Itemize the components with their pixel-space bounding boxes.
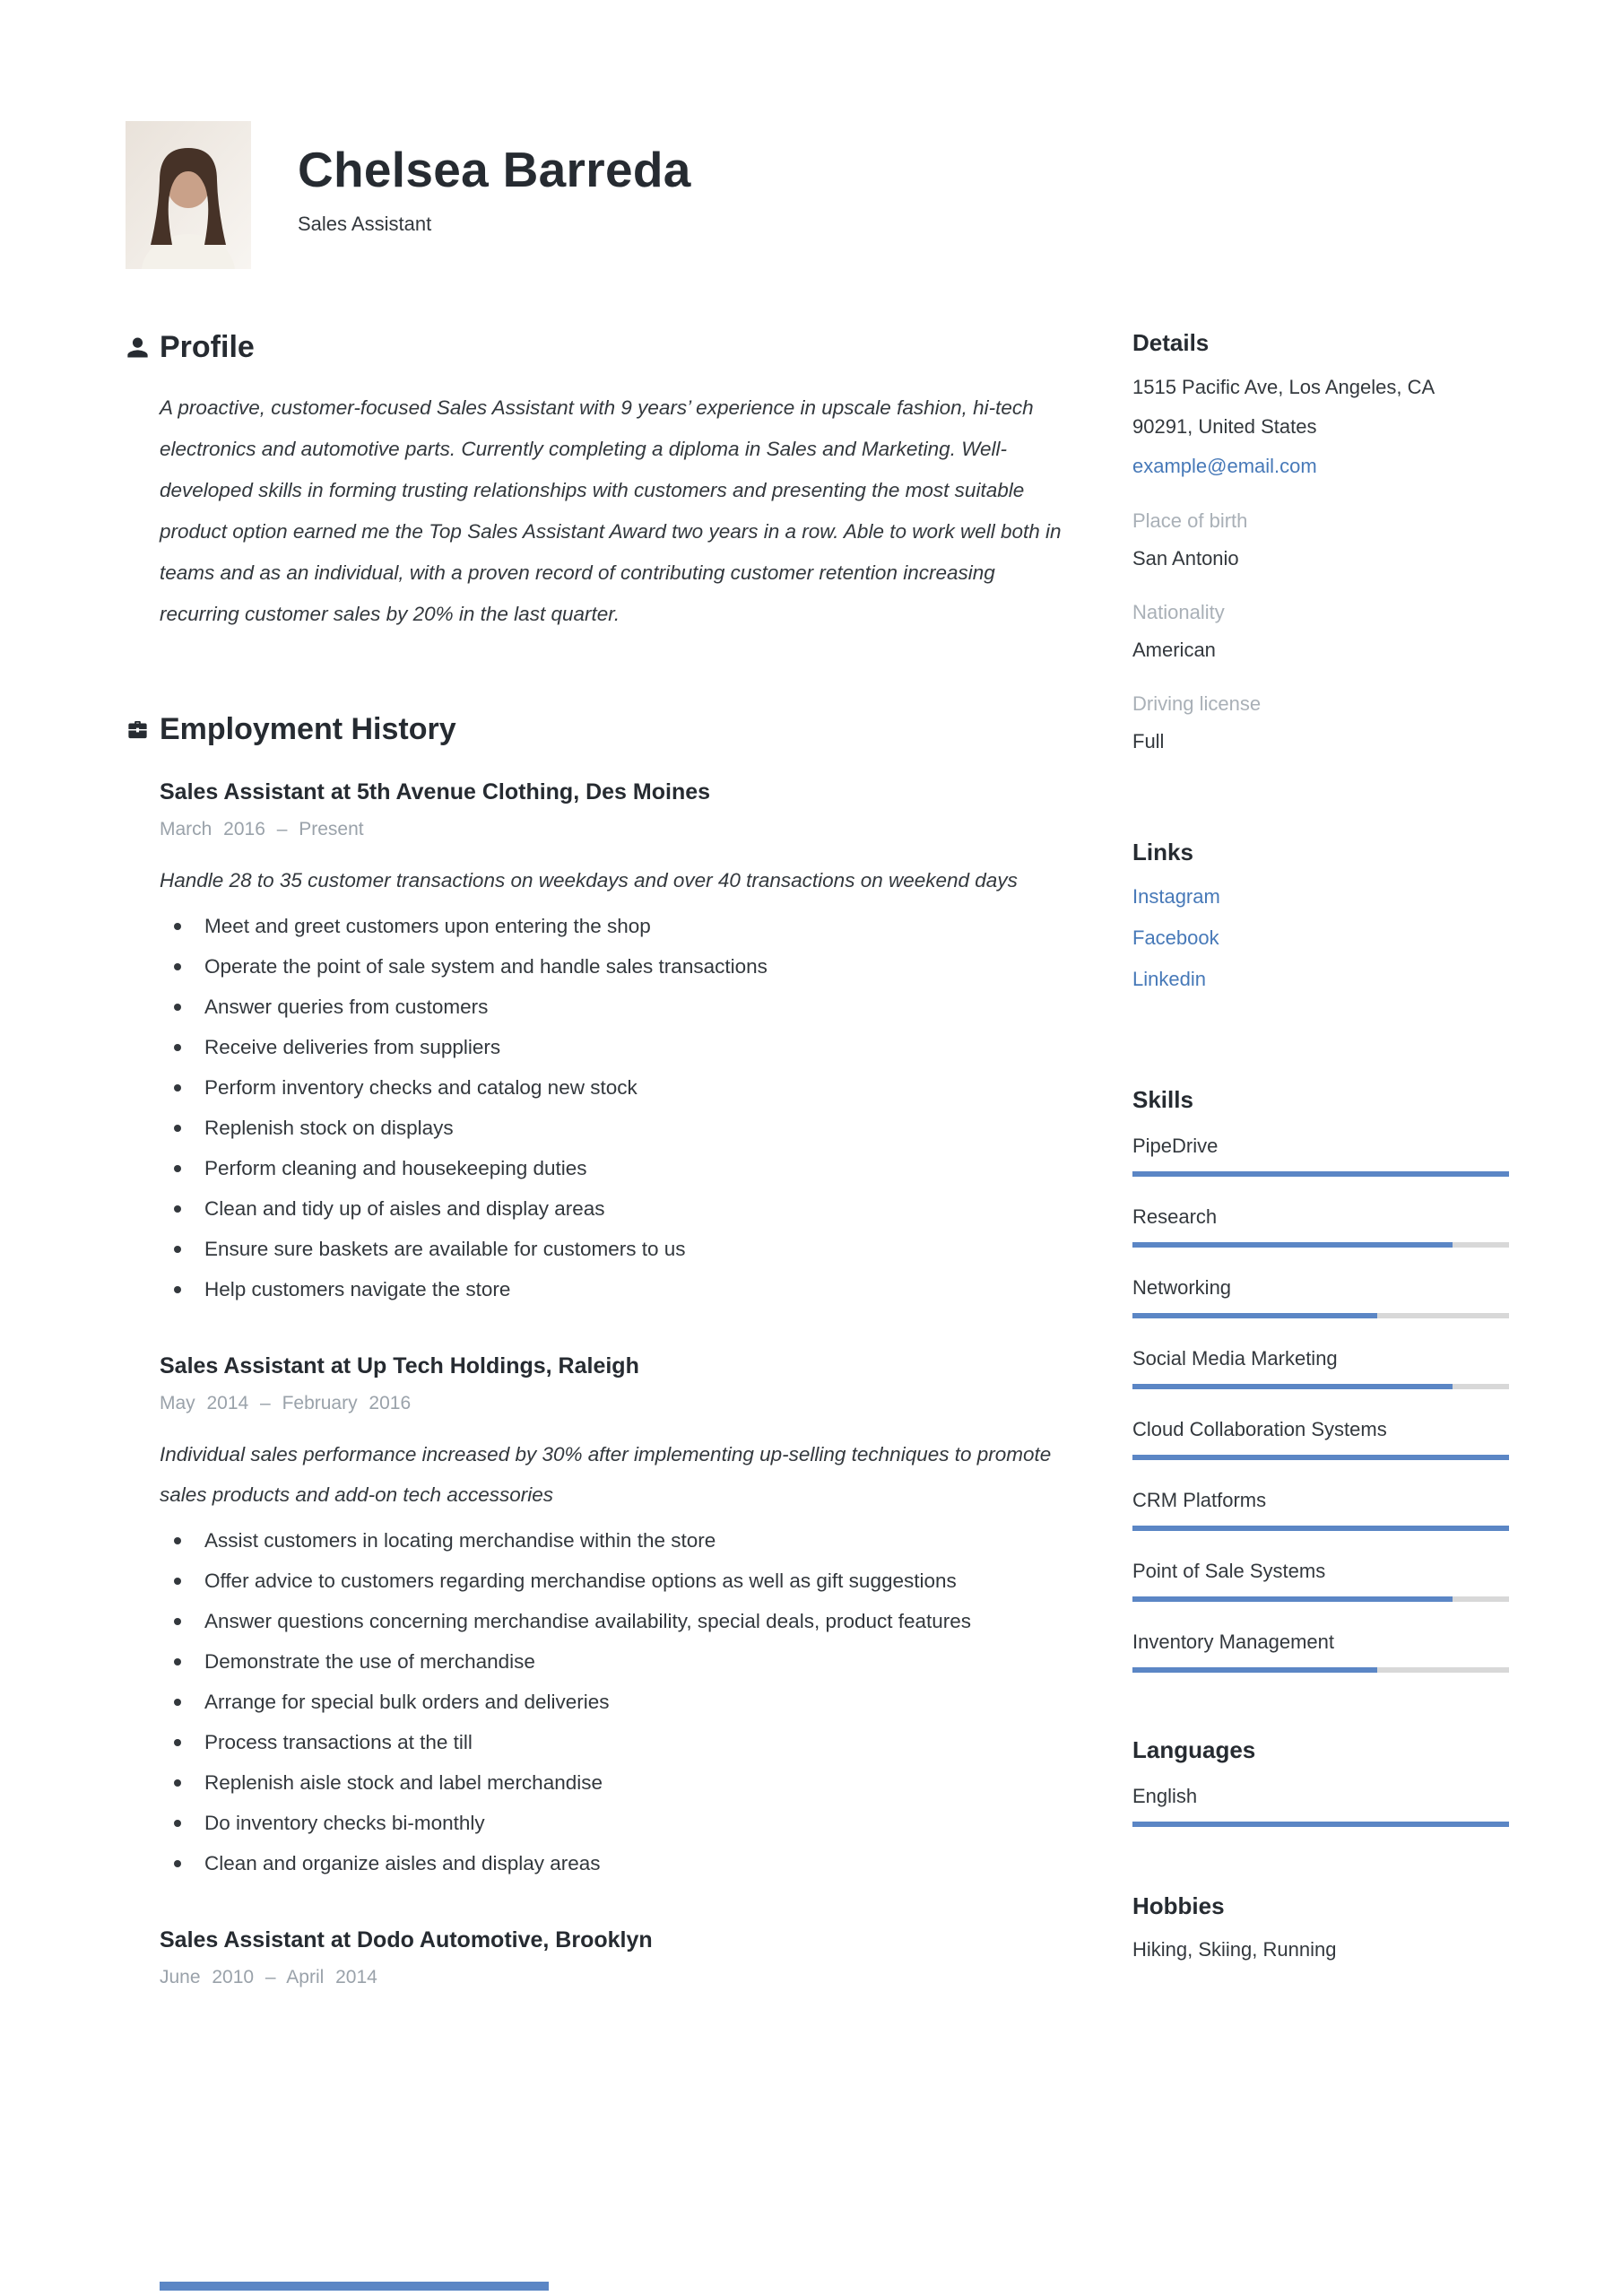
profile-text: A proactive, customer-focused Sales Assistant with 9 years’ experience in upscale fashion, hi-tech electronics and automotive parts. Currently completing a diploma in Sales and Marketing. Well-developed skills in forming trusting relationships with customers and presenting the most suitable product option earned me the Top Sales Assistant Award two years in a row. Able to work well both in teams and as an individual, with a proven record of contributing customer retention increasing recurring customer sales by 20% in the last quarter. xyxy=(160,396,1062,625)
email-link[interactable]: example@email.com xyxy=(1132,455,1317,477)
employment-section xyxy=(126,710,1063,1988)
detail-value: San Antonio xyxy=(1132,547,1239,570)
skill-bar-track xyxy=(1132,1667,1509,1673)
skill-name: Networking xyxy=(1132,1276,1232,1299)
skill-bar-track xyxy=(1132,1455,1509,1460)
profile-section xyxy=(126,328,1063,635)
job-bullet: Assist customers in locating merchandise within the store xyxy=(160,1520,1062,1561)
link-item xyxy=(1132,961,1509,1003)
skill-bar-fill xyxy=(1132,1526,1509,1531)
job-entry xyxy=(160,1351,1063,1883)
skill-item xyxy=(1132,1417,1509,1460)
links-heading: Links xyxy=(1132,839,1193,865)
languages-section xyxy=(1132,1735,1509,1827)
portrait-photo-placeholder xyxy=(126,121,251,269)
job-bullet: Help customers navigate the store xyxy=(160,1269,1062,1309)
hobbies-heading: Hobbies xyxy=(1132,1892,1225,1919)
profile-photo xyxy=(126,121,251,269)
job-bullet: Operate the point of sale system and handle sales transactions xyxy=(160,946,1062,987)
job-bullet: Receive deliveries from suppliers xyxy=(160,1027,1062,1067)
skill-name: Research xyxy=(1132,1205,1218,1228)
job-bullet: Replenish aisle stock and label merchandise xyxy=(160,1762,1062,1803)
job-dates: June 2010 – April 2014 xyxy=(160,1967,377,1987)
skill-bar-track xyxy=(1132,1171,1509,1177)
job-bullet: Clean and organize aisles and display areas xyxy=(160,1843,1062,1883)
skill-name: Inventory Management xyxy=(1132,1631,1335,1653)
profile-section-head xyxy=(126,328,1063,366)
hobbies-section xyxy=(1132,1892,1509,1963)
skill-bar-fill xyxy=(1132,1822,1509,1827)
skill-item xyxy=(1132,1630,1509,1673)
job-bullet: Answer queries from customers xyxy=(160,987,1062,1027)
job-bullet: Arrange for special bulk orders and deliveries xyxy=(160,1682,1062,1722)
detail-field xyxy=(1132,691,1509,755)
employment-heading: Employment History xyxy=(160,712,456,746)
employment-section-head xyxy=(126,710,1063,748)
details-heading: Details xyxy=(1132,329,1210,356)
social-link[interactable]: Facebook xyxy=(1132,926,1219,949)
jobs-list xyxy=(126,777,1063,1988)
links-section xyxy=(1132,838,1509,1003)
job-summary: Individual sales performance increased by 30% after implementing up-selling techniques to promote sales products and add-on tech accessories xyxy=(160,1443,1052,1506)
languages-list xyxy=(1132,1784,1509,1827)
detail-label: Place of birth xyxy=(1132,509,1248,532)
skill-item xyxy=(1132,1559,1509,1602)
skill-name: English xyxy=(1132,1785,1198,1807)
job-summary: Handle 28 to 35 customer transactions on weekdays and over 40 transactions on weekend days xyxy=(160,869,1018,891)
job-bullet: Do inventory checks bi-monthly xyxy=(160,1803,1062,1843)
skill-bar-fill xyxy=(1132,1667,1377,1673)
job-bullet: Perform inventory checks and catalog new stock xyxy=(160,1067,1062,1108)
header xyxy=(0,0,1622,269)
skill-bar-track xyxy=(1132,1384,1509,1389)
skill-name: PipeDrive xyxy=(1132,1135,1219,1157)
skill-item xyxy=(1132,1346,1509,1389)
detail-label: Driving license xyxy=(1132,692,1262,715)
skill-bar-track xyxy=(1132,1596,1509,1602)
skill-name: Point of Sale Systems xyxy=(1132,1560,1326,1582)
person-title: Sales Assistant xyxy=(298,213,432,235)
links-list xyxy=(1132,879,1509,1003)
job-title: Sales Assistant at Dodo Automotive, Brooklyn xyxy=(160,1927,653,1952)
skills-list xyxy=(1132,1134,1509,1673)
job-dates: May 2014 – February 2016 xyxy=(160,1393,412,1413)
job-entry xyxy=(160,1925,1063,1988)
person-name: Chelsea Barreda xyxy=(298,142,691,197)
skill-name: CRM Platforms xyxy=(1132,1489,1267,1511)
job-bullet: Offer advice to customers regarding merchandise options as well as gift suggestions xyxy=(160,1561,1062,1601)
job-bullet: Perform cleaning and housekeeping duties xyxy=(160,1148,1062,1188)
skill-name: Cloud Collaboration Systems xyxy=(1132,1418,1387,1440)
sidebar xyxy=(1132,328,1509,1988)
job-bullets xyxy=(160,906,1063,1309)
job-bullet: Replenish stock on displays xyxy=(160,1108,1062,1148)
detail-fields xyxy=(1132,508,1509,755)
hobbies-text: Hiking, Skiing, Running xyxy=(1132,1938,1337,1961)
person-icon xyxy=(126,335,150,360)
address-line-1: 1515 Pacific Ave, Los Angeles, CA xyxy=(1132,376,1436,398)
job-bullet: Clean and tidy up of aisles and display areas xyxy=(160,1188,1062,1229)
job-entry xyxy=(160,777,1063,1309)
email-row xyxy=(1132,452,1509,481)
job-bullet: Meet and greet customers upon entering the shop xyxy=(160,906,1062,946)
link-item xyxy=(1132,879,1509,920)
skill-item xyxy=(1132,1275,1509,1318)
skill-item xyxy=(1132,1205,1509,1248)
job-bullet: Process transactions at the till xyxy=(160,1722,1062,1762)
header-text xyxy=(298,141,691,269)
skill-bar-fill xyxy=(1132,1313,1377,1318)
skill-bar-fill xyxy=(1132,1242,1453,1248)
skills-heading: Skills xyxy=(1132,1086,1193,1113)
cutoff-content-line xyxy=(160,2282,549,2291)
job-bullet: Demonstrate the use of merchandise xyxy=(160,1641,1062,1682)
skill-bar-fill xyxy=(1132,1171,1509,1177)
job-dates: March 2016 – Present xyxy=(160,819,364,839)
main-column xyxy=(126,328,1063,1988)
skill-item xyxy=(1132,1488,1509,1531)
social-link[interactable]: Linkedin xyxy=(1132,968,1206,990)
skill-bar-track xyxy=(1132,1313,1509,1318)
skill-item xyxy=(1132,1134,1509,1177)
job-bullets xyxy=(160,1520,1063,1883)
skill-bar-fill xyxy=(1132,1384,1453,1389)
skill-item xyxy=(1132,1784,1509,1827)
detail-field xyxy=(1132,599,1509,664)
briefcase-icon xyxy=(126,718,150,742)
address-line-2: 90291, United States xyxy=(1132,415,1317,438)
detail-value: Full xyxy=(1132,730,1165,752)
detail-label: Nationality xyxy=(1132,601,1225,623)
social-link[interactable]: Instagram xyxy=(1132,885,1220,908)
details-section xyxy=(1132,328,1509,755)
skills-section xyxy=(1132,1085,1509,1673)
skill-bar-fill xyxy=(1132,1455,1509,1460)
detail-value: American xyxy=(1132,639,1216,661)
detail-field xyxy=(1132,508,1509,572)
job-bullet: Answer questions concerning merchandise availability, special deals, product features xyxy=(160,1601,1062,1641)
skill-bar-track xyxy=(1132,1526,1509,1531)
profile-heading: Profile xyxy=(160,330,255,364)
job-title: Sales Assistant at 5th Avenue Clothing, Des Moines xyxy=(160,779,711,804)
link-item xyxy=(1132,920,1509,961)
skill-bar-fill xyxy=(1132,1596,1453,1602)
skill-bar-track xyxy=(1132,1822,1509,1827)
job-title: Sales Assistant at Up Tech Holdings, Raleigh xyxy=(160,1353,639,1378)
content-columns xyxy=(0,328,1622,1988)
languages-heading: Languages xyxy=(1132,1736,1256,1763)
skill-name: Social Media Marketing xyxy=(1132,1347,1338,1370)
job-bullet: Ensure sure baskets are available for customers to us xyxy=(160,1229,1062,1269)
skill-bar-track xyxy=(1132,1242,1509,1248)
